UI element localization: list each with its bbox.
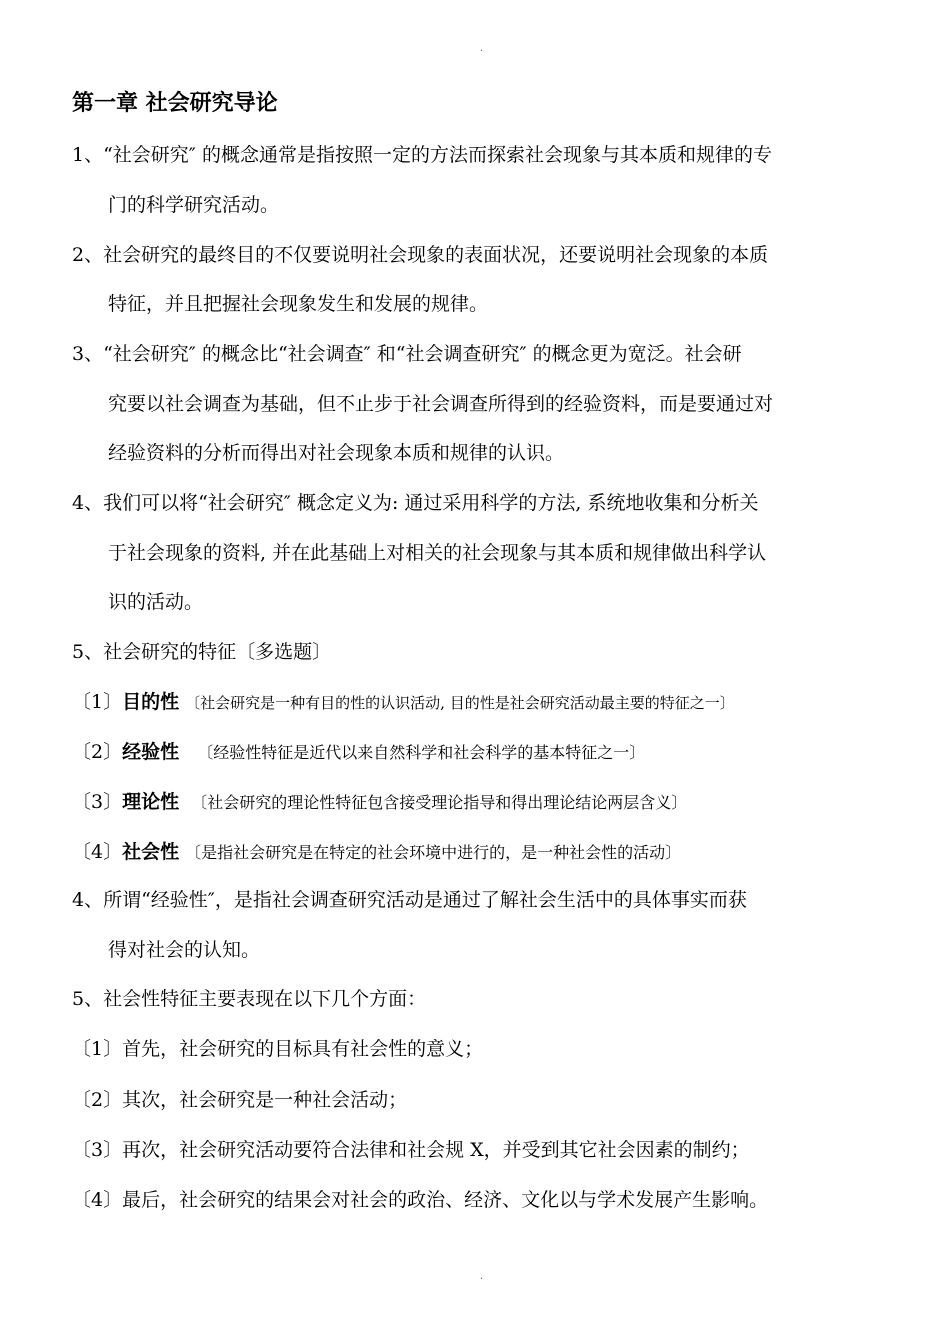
item-1-line-1: 1、“社会研究″ 的概念通常是指按照一定的方法而探索社会现象与其本质和规律的专 (72, 144, 772, 166)
feature-3-name: 理论性 (122, 791, 180, 813)
item-6-line-2: 得对社会的认知。 (108, 939, 261, 961)
feature-4 (72, 836, 681, 869)
feature-3 (72, 786, 687, 819)
feature-2-name: 经验性 (122, 741, 180, 763)
feature-4-number: 〔4〕 (72, 841, 123, 863)
feature-3-note: 〔社会研究的理论性特征包含接受理论指导和得出理论结论两层含义〕 (191, 793, 688, 812)
bottom-page-dot: . (480, 1271, 484, 1282)
feature-3-number: 〔3〕 (72, 791, 123, 813)
item-7-point-4: 〔4〕最后，社会研究的结果会对社会的政治、经济、文化以与学术发展产生影响。 (72, 1189, 769, 1211)
item-5-heading: 5、社会研究的特征〔多选题〕 (72, 641, 332, 663)
chapter-title: 第一章 社会研究导论 (72, 91, 278, 116)
item-3-line-3: 经验资料的分析而得出对社会现象本质和规律的认识。 (108, 442, 565, 464)
feature-4-note: 〔是指社会研究是在特定的社会环境中进行的，是一种社会性的活动〕 (185, 843, 682, 862)
feature-4-name: 社会性 (122, 841, 180, 863)
item-2-line-2: 特征，并且把握社会现象发生和发展的规律。 (108, 293, 489, 315)
item-7-point-1: 〔1〕首先，社会研究的目标具有社会性的意义； (72, 1038, 484, 1060)
item-1-line-2: 门的科学研究活动。 (108, 194, 280, 216)
feature-2 (72, 736, 645, 769)
top-page-dot: . (480, 43, 484, 54)
item-2-line-1: 2、社会研究的最终目的不仅要说明社会现象的表面状况，还要说明社会现象的本质 (72, 244, 769, 266)
item-6-line-1: 4、所谓“经验性″，是指社会调查研究活动是通过了解社会生活中的具体事实而获 (72, 889, 747, 911)
item-3-line-1: 3、“社会研究″ 的概念比“社会调查″ 和“社会调查研究″ 的概念更为宽泛。社会研 (72, 343, 742, 365)
item-4-line-3: 识的活动。 (108, 591, 204, 613)
feature-2-note: 〔经验性特征是近代以来自然科学和社会科学的基本特征之一〕 (197, 743, 646, 762)
feature-1-name: 目的性 (122, 691, 180, 713)
item-3-line-2: 究要以社会调查为基础，但不止步于社会调查所得到的经验资料，而是要通过对 (108, 393, 774, 415)
feature-1 (72, 686, 735, 719)
feature-1-number: 〔1〕 (72, 691, 123, 713)
item-4-line-1: 4、我们可以将“社会研究″ 概念定义为: 通过采用科学的方法, 系统地收集和分析关 (72, 492, 759, 514)
item-7-point-2: 〔2〕其次，社会研究是一种社会活动； (72, 1089, 408, 1111)
item-7-heading: 5、社会性特征主要表现在以下几个方面： (72, 988, 427, 1010)
item-4-line-2: 于社会现象的资料, 并在此基础上对相关的社会现象与其本质和规律做出科学认 (108, 542, 767, 564)
item-7-point-3: 〔3〕再次，社会研究活动要符合法律和社会规 X，并受到其它社会因素的制约； (72, 1139, 750, 1161)
feature-1-note: 〔社会研究是一种有目的性的认识活动, 目的性是社会研究活动最主要的特征之一〕 (185, 694, 735, 712)
feature-2-number: 〔2〕 (72, 741, 123, 763)
